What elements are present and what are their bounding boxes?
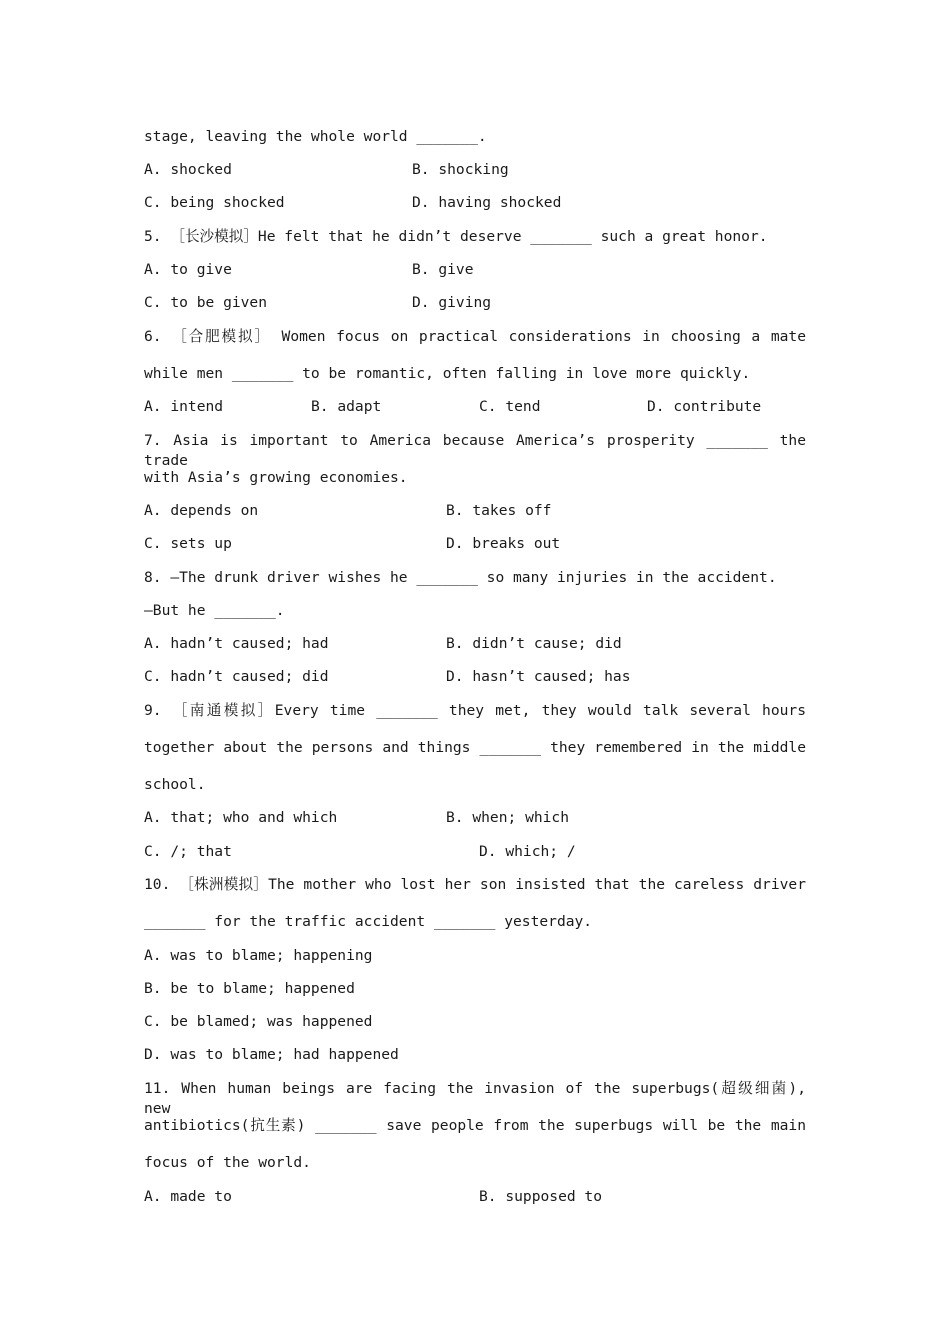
option-c: C. be blamed; was happened xyxy=(144,1013,373,1030)
question-9-stem-cont: together about the persons and things _______ they remembered in the middle xyxy=(144,739,806,756)
question-5-stem: 5. ［长沙模拟］He felt that he didn’t deserve _______ such a great honor. xyxy=(144,228,768,245)
question-11-stem-end: focus of the world. xyxy=(144,1154,311,1171)
option-a: A. to give xyxy=(144,261,232,278)
question-10-stem-cont: _______ for the traffic accident _______ yesterday. xyxy=(144,913,593,930)
question-11-stem: 11. When human beings are facing the invasion of the superbugs(超级细菌), new xyxy=(144,1080,806,1117)
question-8-stem-cont: —But he _______. xyxy=(144,602,285,619)
option-b: B. be to blame; happened xyxy=(144,980,355,997)
option-b: B. shocking xyxy=(412,161,509,178)
option-d: D. which; / xyxy=(479,843,576,860)
option-b: B. give xyxy=(412,261,474,278)
option-c: C. hadn’t caused; did xyxy=(144,668,329,685)
option-b: B. when; which xyxy=(446,809,570,826)
question-9-stem: 9. ［南通模拟］Every time _______ they met, they would talk several hours xyxy=(144,702,806,719)
question-10-stem: 10. ［株洲模拟］The mother who lost her son insisted that the careless driver xyxy=(144,876,806,893)
option-b: B. didn’t cause; did xyxy=(446,635,622,652)
option-b: B. takes off xyxy=(446,502,552,519)
option-d: D. giving xyxy=(412,294,492,311)
option-b: B. supposed to xyxy=(479,1188,603,1205)
option-b: B. adapt xyxy=(311,398,382,415)
question-6-stem: 6. ［合肥模拟］ Women focus on practical considerations in choosing a mate xyxy=(144,328,806,345)
option-d: D. was to blame; had happened xyxy=(144,1046,399,1063)
question-7-stem: 7. Asia is important to America because America’s prosperity _______ the trade xyxy=(144,432,806,469)
option-c: C. /; that xyxy=(144,843,232,860)
option-a: A. was to blame; happening xyxy=(144,947,373,964)
option-d: D. hasn’t caused; has xyxy=(446,668,631,685)
question-6-stem-cont: while men _______ to be romantic, often falling in love more quickly. xyxy=(144,365,751,382)
option-a: A. hadn’t caused; had xyxy=(144,635,329,652)
option-a: A. intend xyxy=(144,398,224,415)
option-a: A. made to xyxy=(144,1188,232,1205)
option-c: C. sets up xyxy=(144,535,232,552)
option-c: C. being shocked xyxy=(144,194,285,211)
question-7-stem-cont: with Asia’s growing economies. xyxy=(144,469,408,486)
option-d: D. contribute xyxy=(647,398,762,415)
option-a: A. that; who and which xyxy=(144,809,338,826)
question-11-stem-cont: antibiotics(抗生素) _______ save people from the superbugs will be the main xyxy=(144,1117,806,1134)
option-a: A. depends on xyxy=(144,502,259,519)
question-9-stem-end: school. xyxy=(144,776,206,793)
option-a: A. shocked xyxy=(144,161,232,178)
question-8-stem: 8. —The drunk driver wishes he _______ so many injuries in the accident. xyxy=(144,569,777,586)
question-4-stem-end: stage, leaving the whole world _______. xyxy=(144,128,487,145)
option-c: C. to be given xyxy=(144,294,268,311)
option-d: D. breaks out xyxy=(446,535,561,552)
option-c: C. tend xyxy=(479,398,541,415)
option-d: D. having shocked xyxy=(412,194,562,211)
